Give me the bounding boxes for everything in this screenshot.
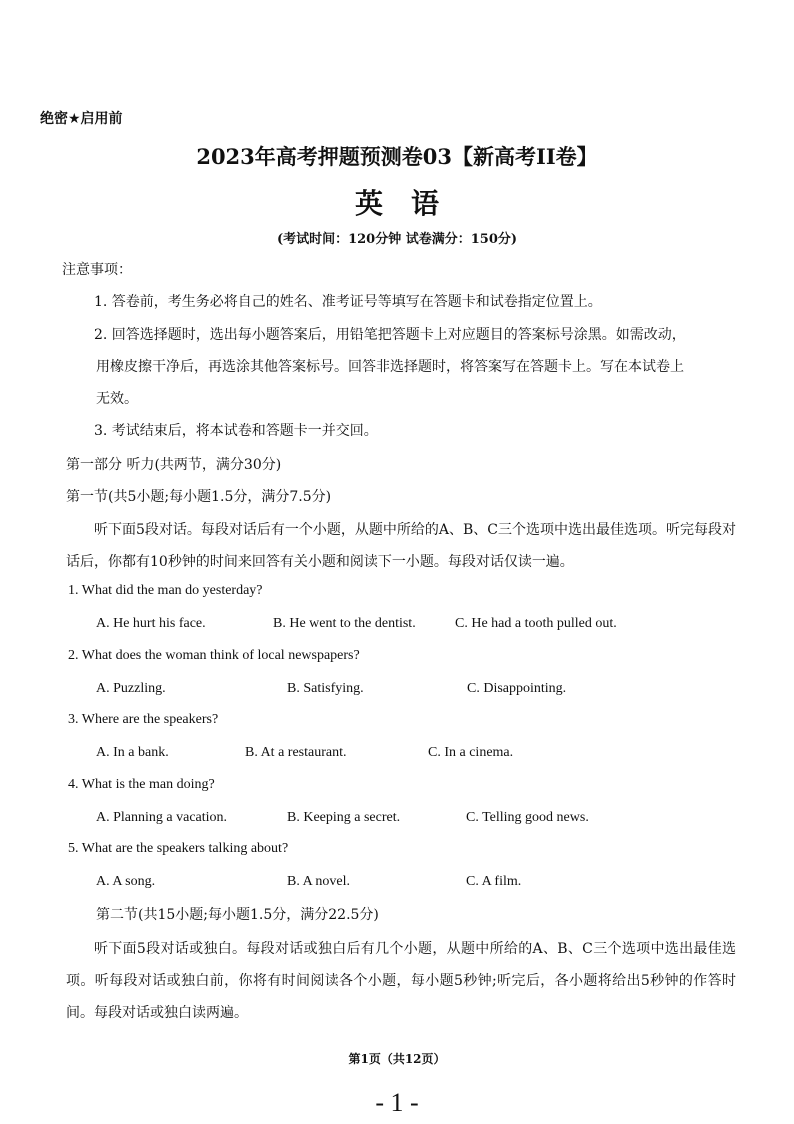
section2-heading: 第二节(共15小题;每小题1.5分，满分22.5分) bbox=[96, 907, 379, 923]
exam-info: (考试时间：120分钟 试卷满分：150分) bbox=[276, 232, 518, 247]
option-c: C. He had a tooth pulled out. bbox=[455, 616, 617, 631]
option-a: A. Planning a vacation. bbox=[96, 810, 228, 825]
option-c: C. In a cinema. bbox=[428, 745, 514, 760]
option-c: C. A film. bbox=[466, 874, 522, 889]
option-b: B. He went to the dentist. bbox=[273, 616, 416, 631]
section2-instruction: 听下面5段对话或独白。每段对话或独白后有几个小题，从题中所给的A、B、C三个选项中选出最佳选项。听每段对话或独白前，你将有时间阅读各个小题，每小题5秒钟;听完后，各小题将给出5秒钟的作答时间。每段对话或独白读两遍。 bbox=[66, 941, 736, 1021]
part1-heading: 第一部分 听力(共两节，满分30分) bbox=[66, 457, 282, 473]
page-label: 第1页（共12页） bbox=[348, 1052, 446, 1066]
option-a: A. Puzzling. bbox=[96, 681, 166, 696]
notice-item: 2. 回答选择题时，选出每小题答案后，用铅笔把答题卡上对应题目的答案标号涂黑。如需改动， bbox=[94, 327, 686, 343]
question-1: 1. What did the man do yesterday? bbox=[68, 583, 263, 598]
option-b: B. A novel. bbox=[287, 874, 351, 889]
option-a: A. A song. bbox=[96, 874, 156, 889]
notice-item: 1. 答卷前，考生务必将自己的姓名、准考证号等填写在答题卡和试卷指定位置上。 bbox=[94, 294, 602, 310]
page-number: - 1 - bbox=[375, 1088, 419, 1117]
question-5: 5. What are the speakers talking about? bbox=[68, 841, 289, 856]
option-a: A. In a bank. bbox=[96, 745, 169, 760]
question-2: 2. What does the woman think of local newspapers? bbox=[68, 648, 360, 663]
secret-label: 绝密★启用前 bbox=[40, 111, 123, 127]
exam-title: 2023年高考押题预测卷03【新高考II卷】 bbox=[196, 144, 598, 169]
option-c: C. Telling good news. bbox=[466, 810, 589, 825]
question-4: 4. What is the man doing? bbox=[68, 777, 215, 792]
notice-item: 无效。 bbox=[96, 391, 138, 407]
option-b: B. At a restaurant. bbox=[245, 745, 347, 760]
section1-heading: 第一节(共5小题;每小题1.5分，满分7.5分) bbox=[66, 489, 332, 505]
subject-title: 英语 bbox=[354, 187, 467, 220]
section1-instruction: 听下面5段对话。每段对话后有一个小题，从题中所给的A、B、C三个选项中选出最佳选项。听完每段对话后，你都有10秒钟的时间来回答有关小题和阅读下一小题。每段对话仅读一遍。 bbox=[66, 522, 737, 570]
option-b: B. Satisfying. bbox=[287, 681, 364, 696]
option-a: A. He hurt his face. bbox=[96, 616, 206, 631]
question-3: 3. Where are the speakers? bbox=[68, 712, 219, 727]
notice-item: 用橡皮擦干净后，再选涂其他答案标号。回答非选择题时，将答案写在答题卡上。写在本试卷上 bbox=[96, 359, 684, 375]
option-b: B. Keeping a secret. bbox=[287, 810, 401, 825]
notice-heading: 注意事项： bbox=[62, 262, 132, 278]
notice-item: 3. 考试结束后，将本试卷和答题卡一并交回。 bbox=[94, 423, 378, 439]
option-c: C. Disappointing. bbox=[467, 681, 567, 696]
